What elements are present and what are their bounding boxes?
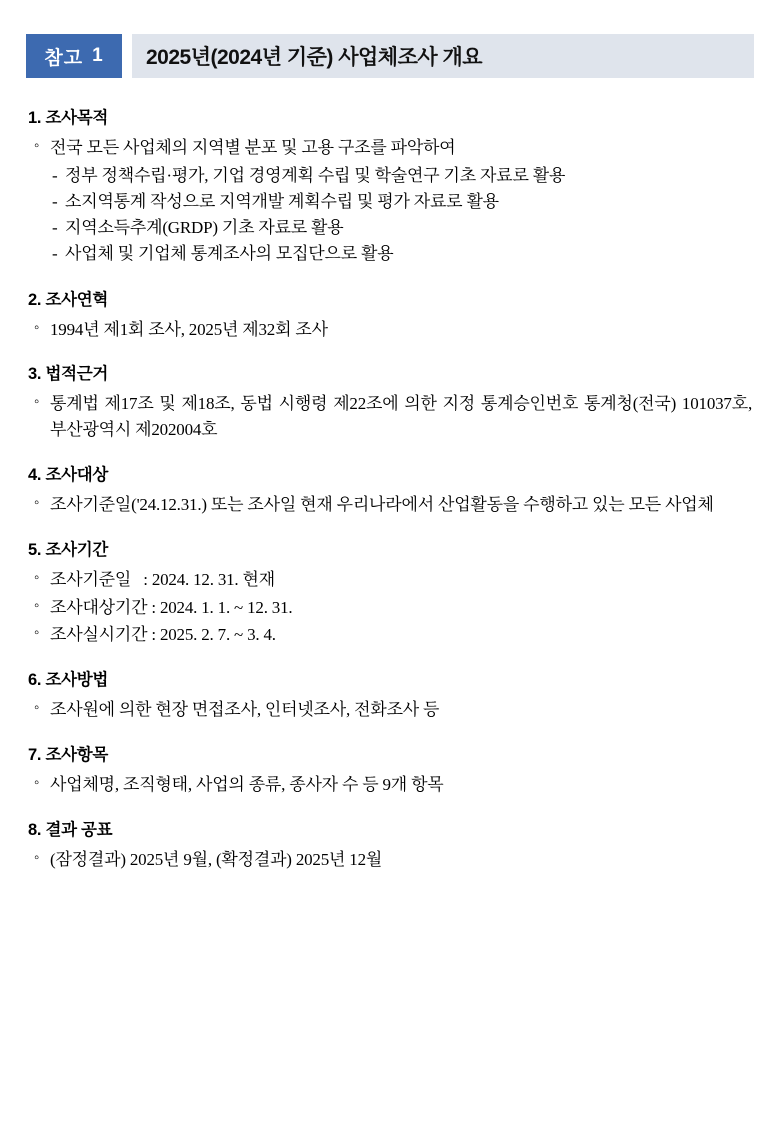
document-section — [26, 461, 754, 518]
reference-badge — [26, 34, 122, 78]
reference-badge-number: 1 — [92, 45, 104, 66]
bullet-item: ◦ (잠정결과) 2025년 9월, (확정결과) 2025년 12월 — [26, 847, 754, 873]
section-title: 1. 조사목적 — [28, 109, 109, 127]
section-title: 7. 조사항목 — [28, 746, 109, 765]
document-section — [26, 104, 754, 268]
bullet-list — [26, 391, 754, 443]
bullet-list — [26, 317, 754, 343]
bullet-list — [26, 847, 754, 873]
bullet-item: ◦ 사업체명, 조직형태, 사업의 종류, 종사자 수 등 9개 항목 — [26, 772, 754, 798]
bullet-list — [26, 492, 754, 518]
section-title: 3. 법적근거 — [28, 365, 109, 384]
bullet-item: ◦ 1994년 제1회 조사, 2025년 제32회 조사 — [26, 317, 754, 343]
page-title-bar — [132, 34, 754, 78]
bullet-list — [26, 697, 754, 723]
bullet-item: ◦ 조사대상기간 : 2024. 1. 1. ~ 12. 31. — [26, 595, 754, 621]
document-section — [26, 666, 754, 723]
section-title: 6. 조사방법 — [28, 671, 109, 690]
sub-bullet-list — [26, 163, 754, 268]
document-section — [26, 741, 754, 798]
section-title: 8. 결과 공표 — [28, 820, 113, 839]
bullet-item: ◦ 조사기준일('24.12.31.) 또는 조사일 현재 우리나라에서 산업활동을 수행하고 있는 모든 사업체 — [26, 492, 754, 518]
section-title: 5. 조사기간 — [28, 540, 109, 559]
bullet-list — [26, 135, 754, 268]
bullet-list — [26, 772, 754, 798]
document-section — [26, 360, 754, 443]
sub-bullet-item: - 지역소득추계(GRDP) 기초 자료로 활용 — [26, 215, 754, 241]
page-header — [26, 34, 754, 78]
bullet-item: ◦ 조사기준일 : 2024. 12. 31. 현재 — [26, 567, 754, 593]
document-section — [26, 536, 754, 648]
page-title: 2025년(2024년 기준) 사업체조사 개요 — [146, 46, 483, 69]
reference-badge-label: 참고 — [44, 47, 84, 69]
sub-bullet-item: - 소지역통계 작성으로 지역개발 계획수립 및 평가 자료로 활용 — [26, 189, 754, 215]
bullet-item: ◦ 전국 모든 사업체의 지역별 분포 및 고용 구조를 파악하여 — [26, 135, 754, 161]
document-section — [26, 816, 754, 873]
bullet-item: ◦ 조사원에 의한 현장 면접조사, 인터넷조사, 전화조사 등 — [26, 697, 754, 723]
section-title: 4. 조사대상 — [28, 466, 109, 484]
bullet-item: ◦ 조사실시기간 : 2025. 2. 7. ~ 3. 4. — [26, 622, 754, 648]
section-title: 2. 조사연혁 — [28, 290, 109, 309]
sections-container — [26, 104, 754, 873]
bullet-item: ◦ 통계법 제17조 및 제18조, 동법 시행령 제22조에 의한 지정 통계승인번호 통계청(전국) 101037호, 부산광역시 제202004호 — [26, 391, 754, 443]
sub-bullet-item: - 사업체 및 기업체 통계조사의 모집단으로 활용 — [26, 241, 754, 267]
document-section — [26, 286, 754, 343]
bullet-list — [26, 567, 754, 648]
sub-bullet-item: - 정부 정책수립·평가, 기업 경영계획 수립 및 학술연구 기초 자료로 활용 — [26, 163, 754, 189]
